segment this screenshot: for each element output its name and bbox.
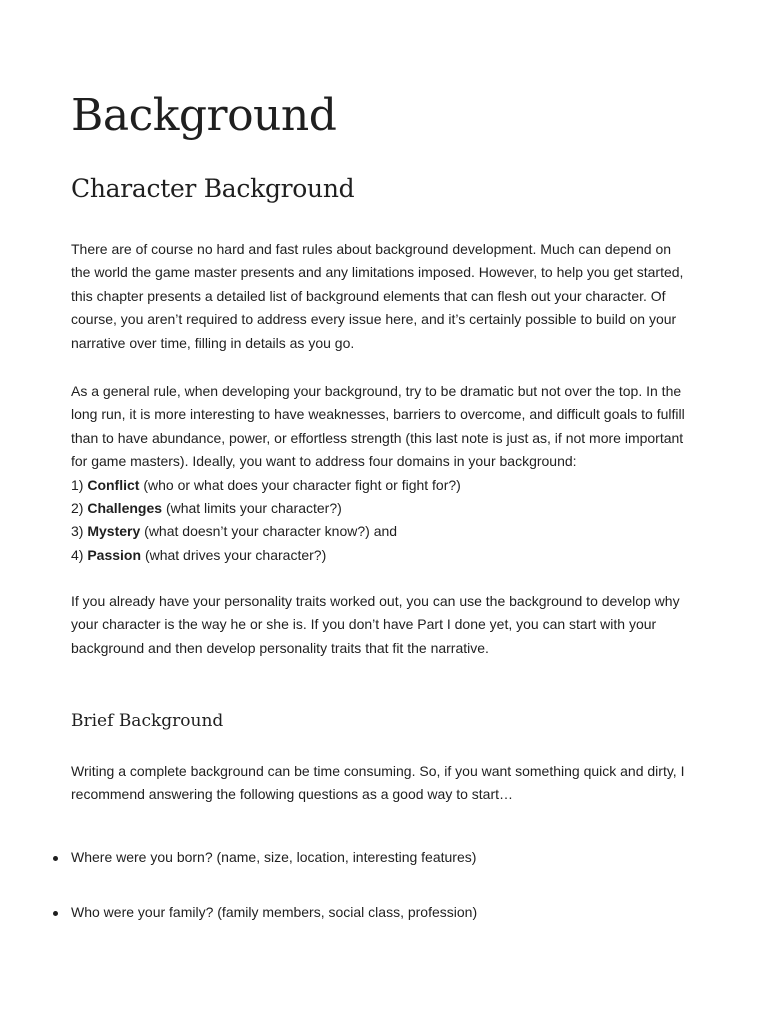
paragraph-line: for game masters). Ideally, you want to address four domains in your background: xyxy=(71,453,577,470)
list-item-text: Who were your family? (family members, social class, profession) xyxy=(71,904,478,920)
paragraph-line: long run, it is more interesting to have weaknesses, barriers to overcome, and difficult goals to fulfill xyxy=(71,406,685,423)
section-heading-character-background: Character Background xyxy=(71,174,355,203)
paragraph-line: If you already have your personality traits worked out, you can use the background to develop why xyxy=(71,593,680,609)
domain-term: Challenges xyxy=(87,500,163,517)
paragraph-line: background and then develop personality traits that fit the narrative. xyxy=(71,639,489,656)
paragraph-line: narrative over time, filling in details as you go. xyxy=(71,334,355,351)
domain-item-conflict: 1) Conflict (who or what does your character fight or fight for?) xyxy=(71,476,461,493)
list-item xyxy=(71,846,476,869)
bullet-icon xyxy=(53,911,58,916)
paragraph-line: course, you aren’t required to address every issue here, and it’s certainly possible to build on your xyxy=(71,311,677,328)
domain-term: Mystery xyxy=(87,523,141,540)
domain-item-mystery: 3) Mystery (what doesn’t your character know?) and xyxy=(71,523,398,540)
domain-term: Passion xyxy=(87,546,142,563)
general-rule-paragraph xyxy=(71,380,701,567)
brief-background-paragraph xyxy=(71,760,701,807)
paragraph-line: your character is the way he or she is. If you don’t have Part I done yet, you can start with your xyxy=(71,616,657,633)
paragraph-line: Writing a complete background can be time consuming. So, if you want something quick and dirty, I xyxy=(71,763,685,779)
paragraph-line: than to have abundance, power, or effortless strength (this last note is just as, if not more important xyxy=(71,429,684,446)
paragraph-line: the world the game master presents and any limitations imposed. However, to help you get started, xyxy=(71,264,684,281)
paragraph-line: recommend answering the following questions as a good way to start… xyxy=(71,786,514,803)
bullet-icon xyxy=(53,856,58,861)
paragraph-line: As a general rule, when developing your background, try to be dramatic but not over the top. In the xyxy=(71,383,682,399)
subsection-heading-brief-background: Brief Background xyxy=(71,711,224,731)
list-item xyxy=(71,901,477,924)
domain-item-passion: 4) Passion (what drives your character?) xyxy=(71,546,327,563)
intro-paragraph xyxy=(71,238,701,355)
page-title: Background xyxy=(71,90,337,141)
paragraph-line: There are of course no hard and fast rules about background development. Much can depend on xyxy=(71,241,672,257)
domain-term: Conflict xyxy=(87,476,140,493)
personality-paragraph xyxy=(71,590,701,660)
paragraph-line: this chapter presents a detailed list of background elements that can flesh out your character. Of xyxy=(71,287,666,304)
domain-item-challenges: 2) Challenges (what limits your character?) xyxy=(71,500,342,517)
list-item-text: Where were you born? (name, size, location, interesting features) xyxy=(71,849,477,865)
